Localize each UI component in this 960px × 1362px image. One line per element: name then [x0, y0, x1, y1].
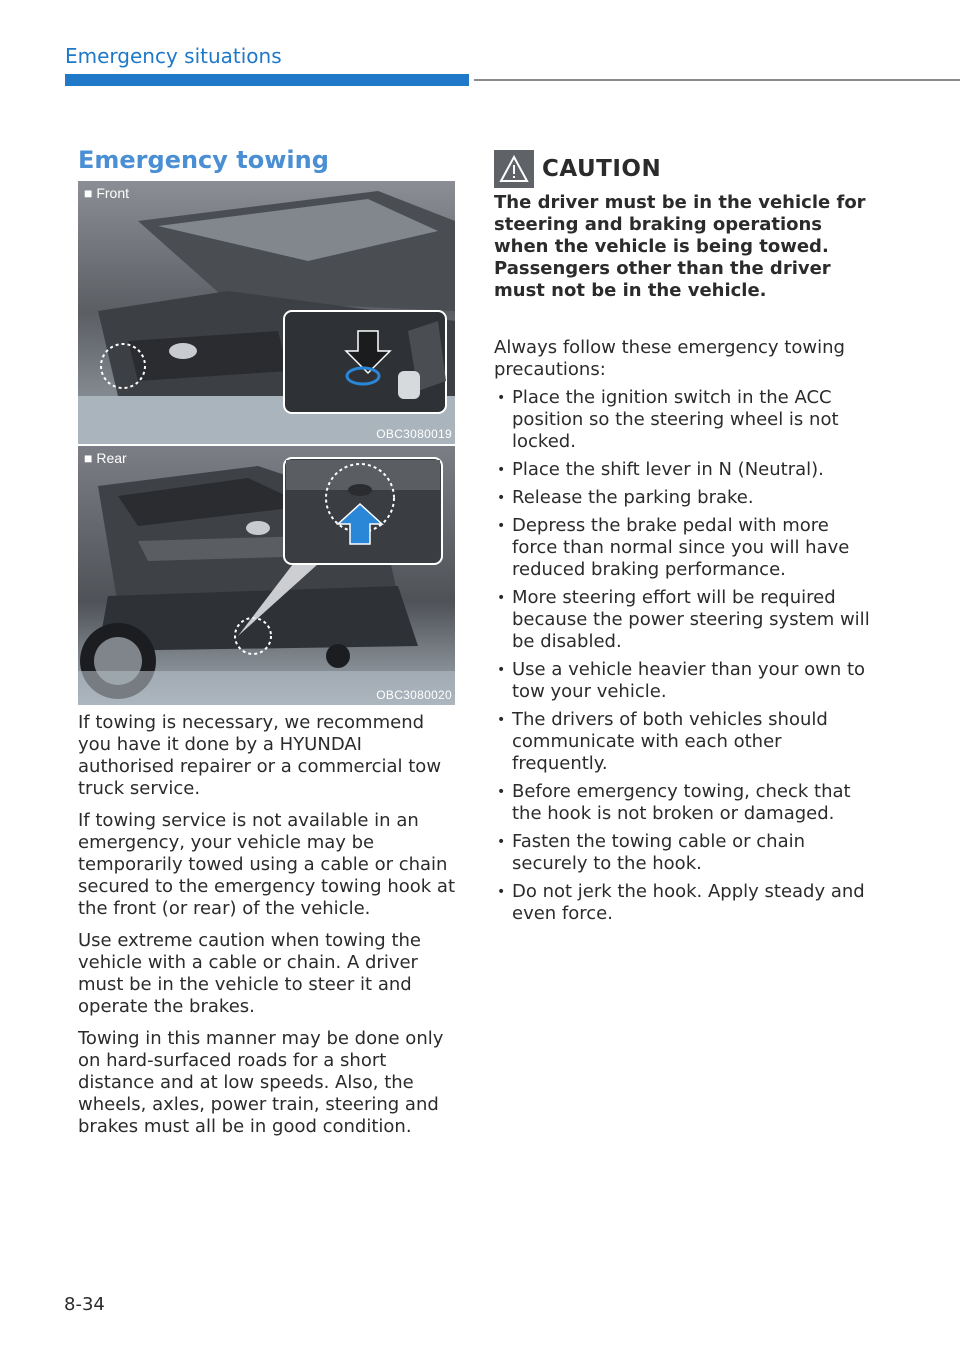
list-item: • Do not jerk the hook. Apply steady and even force.	[497, 881, 865, 924]
rear-figure	[78, 446, 455, 705]
front-figure	[78, 181, 455, 444]
figure-code-front: OBC3080019	[376, 427, 452, 441]
body-text	[78, 712, 458, 1148]
header-rule	[474, 79, 960, 81]
bullet-icon: •	[497, 390, 506, 406]
header-accent-bar	[65, 74, 469, 86]
bullet-icon: •	[497, 834, 506, 850]
bullet-icon: •	[497, 884, 506, 900]
caution-section	[494, 150, 879, 931]
list-item: • The drivers of both vehicles should communicate with each other frequently.	[497, 709, 828, 774]
caution-label: CAUTION	[542, 156, 662, 182]
list-item: • Release the parking brake.	[497, 487, 754, 508]
bullet-icon: •	[497, 462, 506, 478]
caution-header	[494, 150, 879, 188]
paragraph: If towing is necessary, we recommend you have it done by a HYUNDAI authorised repairer or a commercial tow truck service.	[78, 712, 442, 799]
list-item: • Fasten the towing cable or chain securely to the hook.	[497, 831, 806, 874]
list-item: • Before emergency towing, check that the hook is not broken or damaged.	[497, 781, 851, 824]
paragraph: If towing service is not available in an emergency, your vehicle may be temporarily towed using a cable or chain secured to the emergency towing hook at the front (or rear) of the vehicle.	[78, 810, 455, 919]
bullet-icon: •	[497, 784, 506, 800]
bullet-icon: •	[497, 490, 506, 506]
page-title: Emergency towing	[78, 146, 329, 174]
caution-text: The driver must be in the vehicle for steering and braking operations when the vehicle is being towed. Passengers other than the driver must not be in the vehicle.	[494, 192, 866, 301]
list-item: • Depress the brake pedal with more force than normal since you will have reduced braking performance.	[497, 515, 850, 580]
warning-triangle-icon	[494, 150, 534, 188]
bullet-icon: •	[497, 518, 506, 534]
page-number: 8-34	[64, 1294, 105, 1315]
precautions-intro: Always follow these emergency towing precautions:	[494, 337, 845, 380]
figure-label-rear: ■ Rear	[84, 450, 127, 466]
section-header: Emergency situations	[65, 44, 282, 68]
front-car-illustration	[78, 181, 455, 444]
figure-label-front: ■ Front	[84, 185, 130, 201]
precautions-list	[494, 387, 879, 925]
paragraph: Towing in this manner may be done only on hard-surfaced roads for a short distance and at low speeds. Also, the wheels, axles, power train, steering and brakes must all be in good condition.	[78, 1028, 444, 1137]
list-item: • More steering effort will be required because the power steering system will be disabled.	[497, 587, 870, 652]
paragraph: Use extreme caution when towing the vehicle with a cable or chain. A driver must be in the vehicle to steer it and operate the brakes.	[78, 930, 421, 1017]
list-item: • Use a vehicle heavier than your own to tow your vehicle.	[497, 659, 866, 702]
list-item: • Place the ignition switch in the ACC position so the steering wheel is not locked.	[497, 387, 839, 452]
figure-code-rear: OBC3080020	[376, 688, 452, 702]
bullet-icon: •	[497, 590, 506, 606]
list-item: • Place the shift lever in N (Neutral).	[497, 459, 824, 480]
bullet-icon: •	[497, 662, 506, 678]
rear-car-illustration	[78, 446, 455, 705]
bullet-icon: •	[497, 712, 506, 728]
